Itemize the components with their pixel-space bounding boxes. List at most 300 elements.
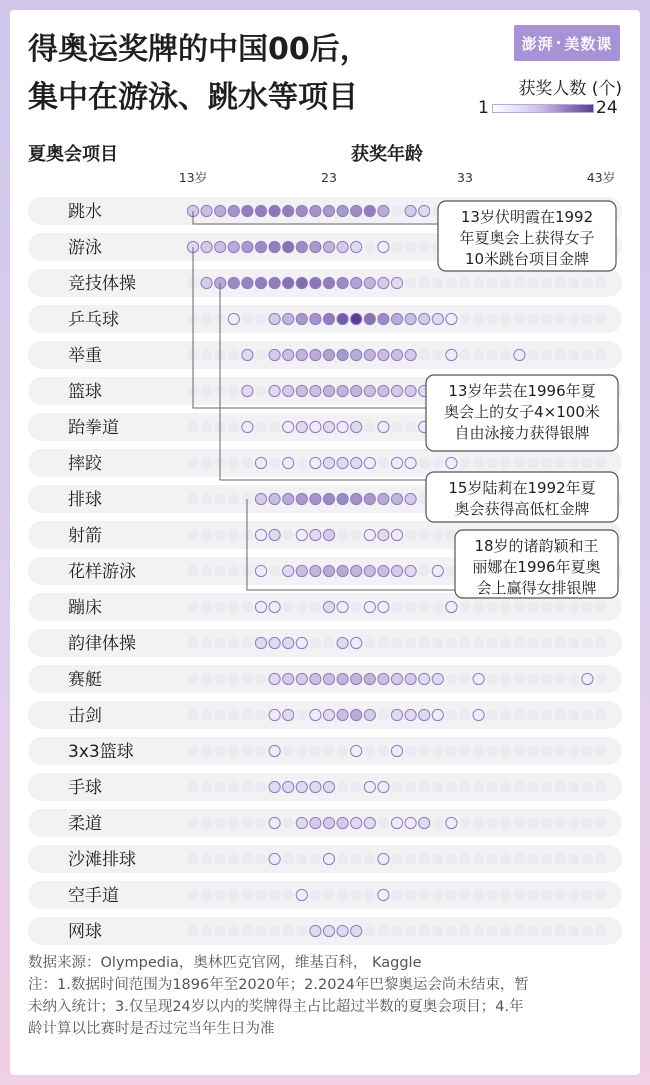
empty-age-slot [215, 817, 226, 828]
empty-age-slot [568, 637, 579, 648]
empty-age-slot [283, 853, 294, 864]
age-dot [337, 313, 348, 324]
empty-age-slot [459, 745, 470, 756]
annotation-text: 10米跳台项目金牌 [464, 250, 590, 268]
age-dot [242, 241, 253, 252]
empty-age-slot [514, 313, 525, 324]
age-dot [364, 817, 375, 828]
empty-age-slot [391, 781, 402, 792]
empty-age-slot [215, 853, 226, 864]
age-dot [310, 673, 321, 684]
empty-age-slot [500, 853, 511, 864]
age-dot [296, 493, 307, 504]
empty-age-slot [215, 709, 226, 720]
empty-age-slot [446, 637, 457, 648]
empty-age-slot [500, 781, 511, 792]
empty-age-slot [568, 313, 579, 324]
age-dot [582, 673, 593, 684]
empty-age-slot [187, 457, 198, 468]
age-dot [269, 313, 280, 324]
age-dot [391, 709, 402, 720]
age-dot [337, 349, 348, 360]
age-dot [255, 241, 266, 252]
age-dot [378, 205, 389, 216]
empty-age-slot [242, 853, 253, 864]
age-dot [405, 673, 416, 684]
empty-age-slot [582, 457, 593, 468]
age-dot [310, 421, 321, 432]
empty-age-slot [595, 277, 606, 288]
empty-age-slot [473, 889, 484, 900]
empty-age-slot [555, 277, 566, 288]
empty-age-slot [337, 529, 348, 540]
empty-age-slot [405, 241, 416, 252]
age-dot [419, 673, 430, 684]
empty-age-slot [187, 889, 198, 900]
empty-age-slot [337, 853, 348, 864]
empty-age-slot [555, 313, 566, 324]
empty-age-slot [283, 529, 294, 540]
age-dot [378, 673, 389, 684]
empty-age-slot [582, 925, 593, 936]
age-dot [201, 241, 212, 252]
empty-age-slot [351, 529, 362, 540]
empty-age-slot [201, 925, 212, 936]
empty-age-slot [187, 853, 198, 864]
empty-age-slot [391, 637, 402, 648]
age-dot [296, 205, 307, 216]
age-dot [378, 601, 389, 612]
age-dot [337, 925, 348, 936]
empty-age-slot [527, 745, 538, 756]
empty-age-slot [541, 889, 552, 900]
age-dot [446, 313, 457, 324]
age-dot [378, 241, 389, 252]
empty-age-slot [228, 565, 239, 576]
empty-age-slot [487, 601, 498, 612]
empty-age-slot [283, 601, 294, 612]
annotation-text: 会上赢得女排银牌 [476, 579, 597, 597]
empty-age-slot [595, 817, 606, 828]
empty-age-slot [228, 421, 239, 432]
empty-age-slot [582, 277, 593, 288]
empty-age-slot [459, 925, 470, 936]
empty-age-slot [541, 277, 552, 288]
empty-age-slot [228, 781, 239, 792]
annotation-text: 奥会获得高低杠金牌 [454, 500, 590, 518]
age-dot [283, 277, 294, 288]
age-dot [269, 853, 280, 864]
empty-age-slot [187, 529, 198, 540]
empty-age-slot [582, 349, 593, 360]
age-dot [391, 385, 402, 396]
empty-age-slot [201, 889, 212, 900]
empty-age-slot [201, 493, 212, 504]
age-dot [432, 313, 443, 324]
age-dot [419, 313, 430, 324]
empty-age-slot [541, 349, 552, 360]
empty-age-slot [255, 817, 266, 828]
age-dot [323, 673, 334, 684]
age-dot [364, 457, 375, 468]
empty-age-slot [541, 709, 552, 720]
age-dot [269, 709, 280, 720]
empty-age-slot [228, 637, 239, 648]
empty-age-slot [500, 457, 511, 468]
age-dot [228, 241, 239, 252]
empty-age-slot [364, 745, 375, 756]
empty-age-slot [527, 817, 538, 828]
empty-age-slot [296, 853, 307, 864]
empty-age-slot [405, 421, 416, 432]
age-dot [378, 889, 389, 900]
logo-part-1: 澎湃 [521, 34, 554, 53]
age-dot [296, 637, 307, 648]
age-dot [405, 457, 416, 468]
empty-age-slot [487, 925, 498, 936]
empty-age-slot [187, 781, 198, 792]
empty-age-slot [269, 457, 280, 468]
age-dot [432, 565, 443, 576]
age-dot [391, 565, 402, 576]
empty-age-slot [323, 889, 334, 900]
empty-age-slot [459, 277, 470, 288]
age-dot [432, 673, 443, 684]
empty-age-slot [378, 637, 389, 648]
age-dot [351, 637, 362, 648]
empty-age-slot [446, 853, 457, 864]
age-dot [269, 745, 280, 756]
age-dot [242, 385, 253, 396]
age-dot [351, 385, 362, 396]
empty-age-slot [419, 925, 430, 936]
logo-dot: · [555, 34, 563, 52]
empty-age-slot [228, 673, 239, 684]
empty-age-slot [337, 889, 348, 900]
empty-age-slot [595, 709, 606, 720]
empty-age-slot [568, 781, 579, 792]
age-dot [364, 673, 375, 684]
age-dot [351, 205, 362, 216]
empty-age-slot [432, 889, 443, 900]
empty-age-slot [446, 709, 457, 720]
title-line-1: 得奥运奖牌的中国00后， [28, 32, 370, 67]
empty-age-slot [364, 637, 375, 648]
age-dot [337, 457, 348, 468]
empty-age-slot [541, 637, 552, 648]
age-dot [323, 853, 334, 864]
empty-age-slot [215, 781, 226, 792]
age-dot [364, 277, 375, 288]
age-dot [323, 277, 334, 288]
empty-age-slot [473, 457, 484, 468]
footer-note-1: 注：1.数据时间范围为1896年至2020年；2.2024年巴黎奥运会尚未结束，暂 [28, 977, 529, 993]
age-dot [364, 205, 375, 216]
age-dot [351, 421, 362, 432]
age-dot [337, 637, 348, 648]
age-dot [446, 817, 457, 828]
age-dot [391, 349, 402, 360]
empty-age-slot [500, 637, 511, 648]
row-label: 韵律体操 [68, 634, 136, 654]
age-dot [296, 313, 307, 324]
empty-age-slot [541, 781, 552, 792]
age-dot [405, 313, 416, 324]
empty-age-slot [296, 709, 307, 720]
empty-age-slot [527, 853, 538, 864]
empty-age-slot [242, 745, 253, 756]
empty-age-slot [242, 781, 253, 792]
row-label: 跳水 [68, 202, 102, 222]
age-dot [269, 277, 280, 288]
empty-age-slot [405, 781, 416, 792]
empty-age-slot [582, 781, 593, 792]
age-dot [269, 205, 280, 216]
age-dot [283, 349, 294, 360]
sport-column-header: 夏奥会项目 [28, 144, 118, 165]
empty-age-slot [459, 601, 470, 612]
age-dot [378, 493, 389, 504]
empty-age-slot [595, 457, 606, 468]
empty-age-slot [419, 565, 430, 576]
age-dot [432, 709, 443, 720]
empty-age-slot [459, 853, 470, 864]
age-dot [269, 241, 280, 252]
empty-age-slot [514, 277, 525, 288]
age-dot [296, 817, 307, 828]
empty-age-slot [487, 709, 498, 720]
age-dot [405, 493, 416, 504]
empty-age-slot [473, 277, 484, 288]
empty-age-slot [228, 817, 239, 828]
x-tick-label: 23 [321, 170, 337, 185]
age-dot [364, 781, 375, 792]
age-dot [283, 781, 294, 792]
empty-age-slot [555, 601, 566, 612]
annotation-text: 奥会上的女子4×100米 [444, 403, 600, 421]
empty-age-slot [527, 637, 538, 648]
empty-age-slot [255, 925, 266, 936]
age-dot [228, 205, 239, 216]
empty-age-slot [514, 781, 525, 792]
age-dot [255, 637, 266, 648]
empty-age-slot [541, 853, 552, 864]
age-dot [378, 313, 389, 324]
empty-age-slot [391, 889, 402, 900]
empty-age-slot [595, 349, 606, 360]
empty-age-slot [228, 529, 239, 540]
empty-age-slot [201, 313, 212, 324]
empty-age-slot [473, 637, 484, 648]
footer-note-2: 未纳入统计；3.仅呈现24岁以内的奖牌得主占比超过半数的夏奥会项目；4.年 [28, 999, 524, 1015]
empty-age-slot [201, 529, 212, 540]
age-dot [364, 385, 375, 396]
age-dot [351, 349, 362, 360]
empty-age-slot [337, 745, 348, 756]
empty-age-slot [296, 925, 307, 936]
age-dot [378, 781, 389, 792]
empty-age-slot [391, 205, 402, 216]
empty-age-slot [568, 601, 579, 612]
empty-age-slot [473, 925, 484, 936]
empty-age-slot [378, 925, 389, 936]
empty-age-slot [419, 529, 430, 540]
age-dot [323, 421, 334, 432]
empty-age-slot [555, 349, 566, 360]
age-dot [269, 817, 280, 828]
empty-age-slot [187, 601, 198, 612]
title-line-2: 集中在游泳、跳水等项目 [28, 80, 358, 115]
age-dot [310, 529, 321, 540]
empty-age-slot [201, 781, 212, 792]
age-dot [405, 565, 416, 576]
empty-age-slot [568, 673, 579, 684]
empty-age-slot [555, 925, 566, 936]
empty-age-slot [487, 745, 498, 756]
age-dot [296, 421, 307, 432]
empty-age-slot [595, 637, 606, 648]
empty-age-slot [405, 889, 416, 900]
empty-age-slot [201, 349, 212, 360]
age-dot [242, 205, 253, 216]
empty-age-slot [555, 781, 566, 792]
empty-age-slot [364, 889, 375, 900]
footer [28, 952, 613, 1040]
empty-age-slot [446, 889, 457, 900]
age-dot [351, 241, 362, 252]
row-label: 蹦床 [68, 598, 102, 618]
empty-age-slot [187, 925, 198, 936]
age-dot [378, 385, 389, 396]
empty-age-slot [201, 709, 212, 720]
age-dot [310, 493, 321, 504]
empty-age-slot [242, 709, 253, 720]
empty-age-slot [351, 781, 362, 792]
empty-age-slot [487, 313, 498, 324]
annotation-text: 18岁的诸韵颖和王 [474, 537, 599, 555]
empty-age-slot [432, 781, 443, 792]
empty-age-slot [215, 673, 226, 684]
age-dot [446, 601, 457, 612]
empty-age-slot [255, 349, 266, 360]
row-label: 竞技体操 [68, 274, 136, 294]
empty-age-slot [555, 637, 566, 648]
age-dot [310, 925, 321, 936]
empty-age-slot [255, 853, 266, 864]
empty-age-slot [473, 601, 484, 612]
empty-age-slot [487, 853, 498, 864]
age-dot [323, 385, 334, 396]
age-dot [283, 205, 294, 216]
age-dot [269, 385, 280, 396]
age-dot [351, 925, 362, 936]
empty-age-slot [242, 313, 253, 324]
age-dot [323, 313, 334, 324]
empty-age-slot [255, 673, 266, 684]
empty-age-slot [514, 673, 525, 684]
age-dot [323, 529, 334, 540]
age-dot [310, 709, 321, 720]
age-dot [405, 817, 416, 828]
age-dot [310, 277, 321, 288]
empty-age-slot [405, 277, 416, 288]
empty-age-slot [459, 781, 470, 792]
empty-age-slot [364, 853, 375, 864]
age-dot [351, 673, 362, 684]
empty-age-slot [432, 457, 443, 468]
age-dot [310, 241, 321, 252]
age-dot [296, 529, 307, 540]
age-dot [405, 385, 416, 396]
row-label: 3x3篮球 [68, 742, 134, 762]
age-dot [242, 421, 253, 432]
age-dot [351, 277, 362, 288]
empty-age-slot [283, 817, 294, 828]
empty-age-slot [527, 925, 538, 936]
age-dot [351, 457, 362, 468]
empty-age-slot [351, 889, 362, 900]
empty-age-slot [446, 673, 457, 684]
empty-age-slot [459, 709, 470, 720]
empty-age-slot [514, 889, 525, 900]
age-dot [337, 385, 348, 396]
age-dot [283, 565, 294, 576]
empty-age-slot [487, 457, 498, 468]
empty-age-slot [500, 709, 511, 720]
empty-age-slot [487, 277, 498, 288]
age-dot [391, 493, 402, 504]
row-label: 跆拳道 [68, 418, 119, 438]
age-dot [419, 205, 430, 216]
empty-age-slot [419, 781, 430, 792]
age-dot [364, 529, 375, 540]
empty-age-slot [201, 853, 212, 864]
age-dot [337, 565, 348, 576]
empty-age-slot [351, 853, 362, 864]
age-dot [255, 601, 266, 612]
empty-age-slot [215, 925, 226, 936]
annotation-text: 丽娜在1996年夏奥 [472, 558, 601, 576]
empty-age-slot [201, 601, 212, 612]
empty-age-slot [487, 637, 498, 648]
empty-age-slot [255, 709, 266, 720]
empty-age-slot [378, 709, 389, 720]
empty-age-slot [487, 889, 498, 900]
empty-age-slot [595, 313, 606, 324]
empty-age-slot [500, 601, 511, 612]
age-dot [473, 673, 484, 684]
legend-title: 获奖人数 (个) [518, 79, 622, 99]
empty-age-slot [228, 601, 239, 612]
empty-age-slot [201, 745, 212, 756]
age-dot [378, 853, 389, 864]
row-label: 赛艇 [68, 670, 102, 690]
age-dot [255, 565, 266, 576]
empty-age-slot [187, 709, 198, 720]
data-source: 数据来源：Olympedia，奥林匹克官网，维基百科， Kaggle [28, 955, 422, 971]
annotation-text: 13岁伏明霞在1992 [460, 208, 594, 226]
empty-age-slot [215, 889, 226, 900]
age-dot [296, 565, 307, 576]
empty-age-slot [473, 817, 484, 828]
empty-age-slot [500, 817, 511, 828]
age-dot [391, 457, 402, 468]
age-dot [378, 529, 389, 540]
empty-age-slot [242, 457, 253, 468]
age-dot [351, 565, 362, 576]
empty-age-slot [419, 889, 430, 900]
empty-age-slot [582, 313, 593, 324]
